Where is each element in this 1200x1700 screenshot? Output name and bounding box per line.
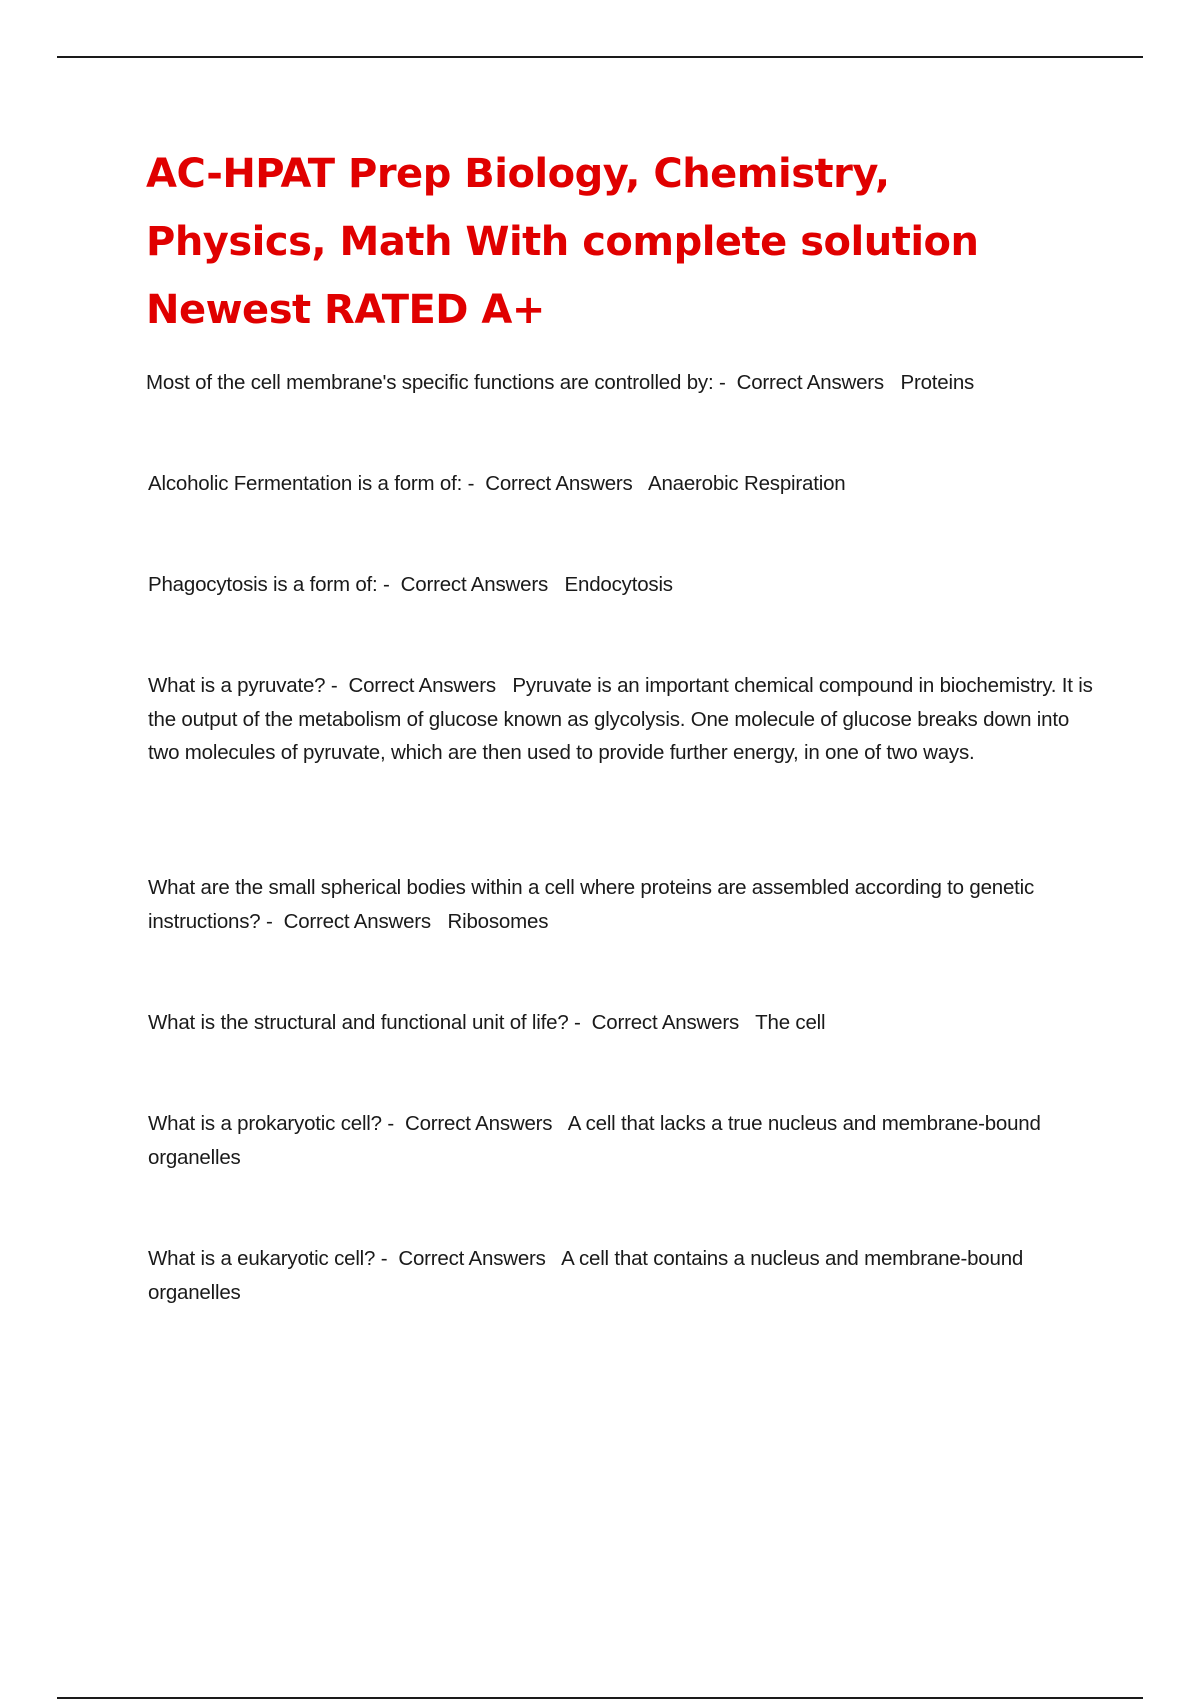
qa-item [148,1107,1098,1174]
qa-item [146,366,1096,400]
answer-label: Correct Answers [348,674,496,697]
answer-text: Pyruvate is an important chemical compound in biochemistry. It is the output of the metabolism of glucose known as glycolysis. One molecule of glucose breaks down into two molecules of pyruvate, which are then used to provide further energy, in one of two ways. [148,674,1093,764]
question-text: Most of the cell membrane's specific functions are controlled by: - [146,371,726,394]
document-title: AC-HPAT Prep Biology, Chemistry, Physics, Math With complete solution Newest RATED A+ [146,151,979,333]
question-text: Alcoholic Fermentation is a form of: - [148,472,475,495]
answer-label: Correct Answers [398,1247,546,1270]
qa-item [148,1006,1098,1040]
answer-label: Correct Answers [736,371,884,394]
question-text: What is a eukaryotic cell? - [148,1247,388,1270]
question-text: What is a prokaryotic cell? - [148,1112,394,1135]
answer-label: Correct Answers [400,573,549,596]
top-rule [57,56,1143,58]
answer-label: Correct Answers [485,472,633,495]
question-text: What are the small spherical bodies within a cell where proteins are assembled according to genetic instructions? - [148,876,1035,933]
answer-text: Anaerobic Respiration [647,472,846,495]
question-text: What is a pyruvate? - [148,674,338,697]
qa-item [148,669,1098,770]
qa-item [148,467,1098,501]
qa-item [148,1242,1098,1309]
qa-item [148,871,1098,938]
answer-text: Endocytosis [564,573,673,596]
question-text: Phagocytosis is a form of: - [148,573,390,596]
answer-text: The cell [755,1011,826,1034]
answer-text: Proteins [900,371,975,394]
bottom-rule [57,1697,1143,1699]
answer-label: Correct Answers [591,1011,740,1034]
answer-label: Correct Answers [404,1112,553,1135]
question-text: What is the structural and functional unit of life? - [148,1011,581,1034]
answer-label: Correct Answers [283,909,431,933]
answer-text: A cell that lacks a true nucleus and membrane-bound organelles [148,1112,1041,1169]
answer-text: Ribosomes [447,909,549,933]
answer-text: A cell that contains a nucleus and membrane-bound organelles [148,1247,1024,1304]
qa-item [148,568,1098,602]
